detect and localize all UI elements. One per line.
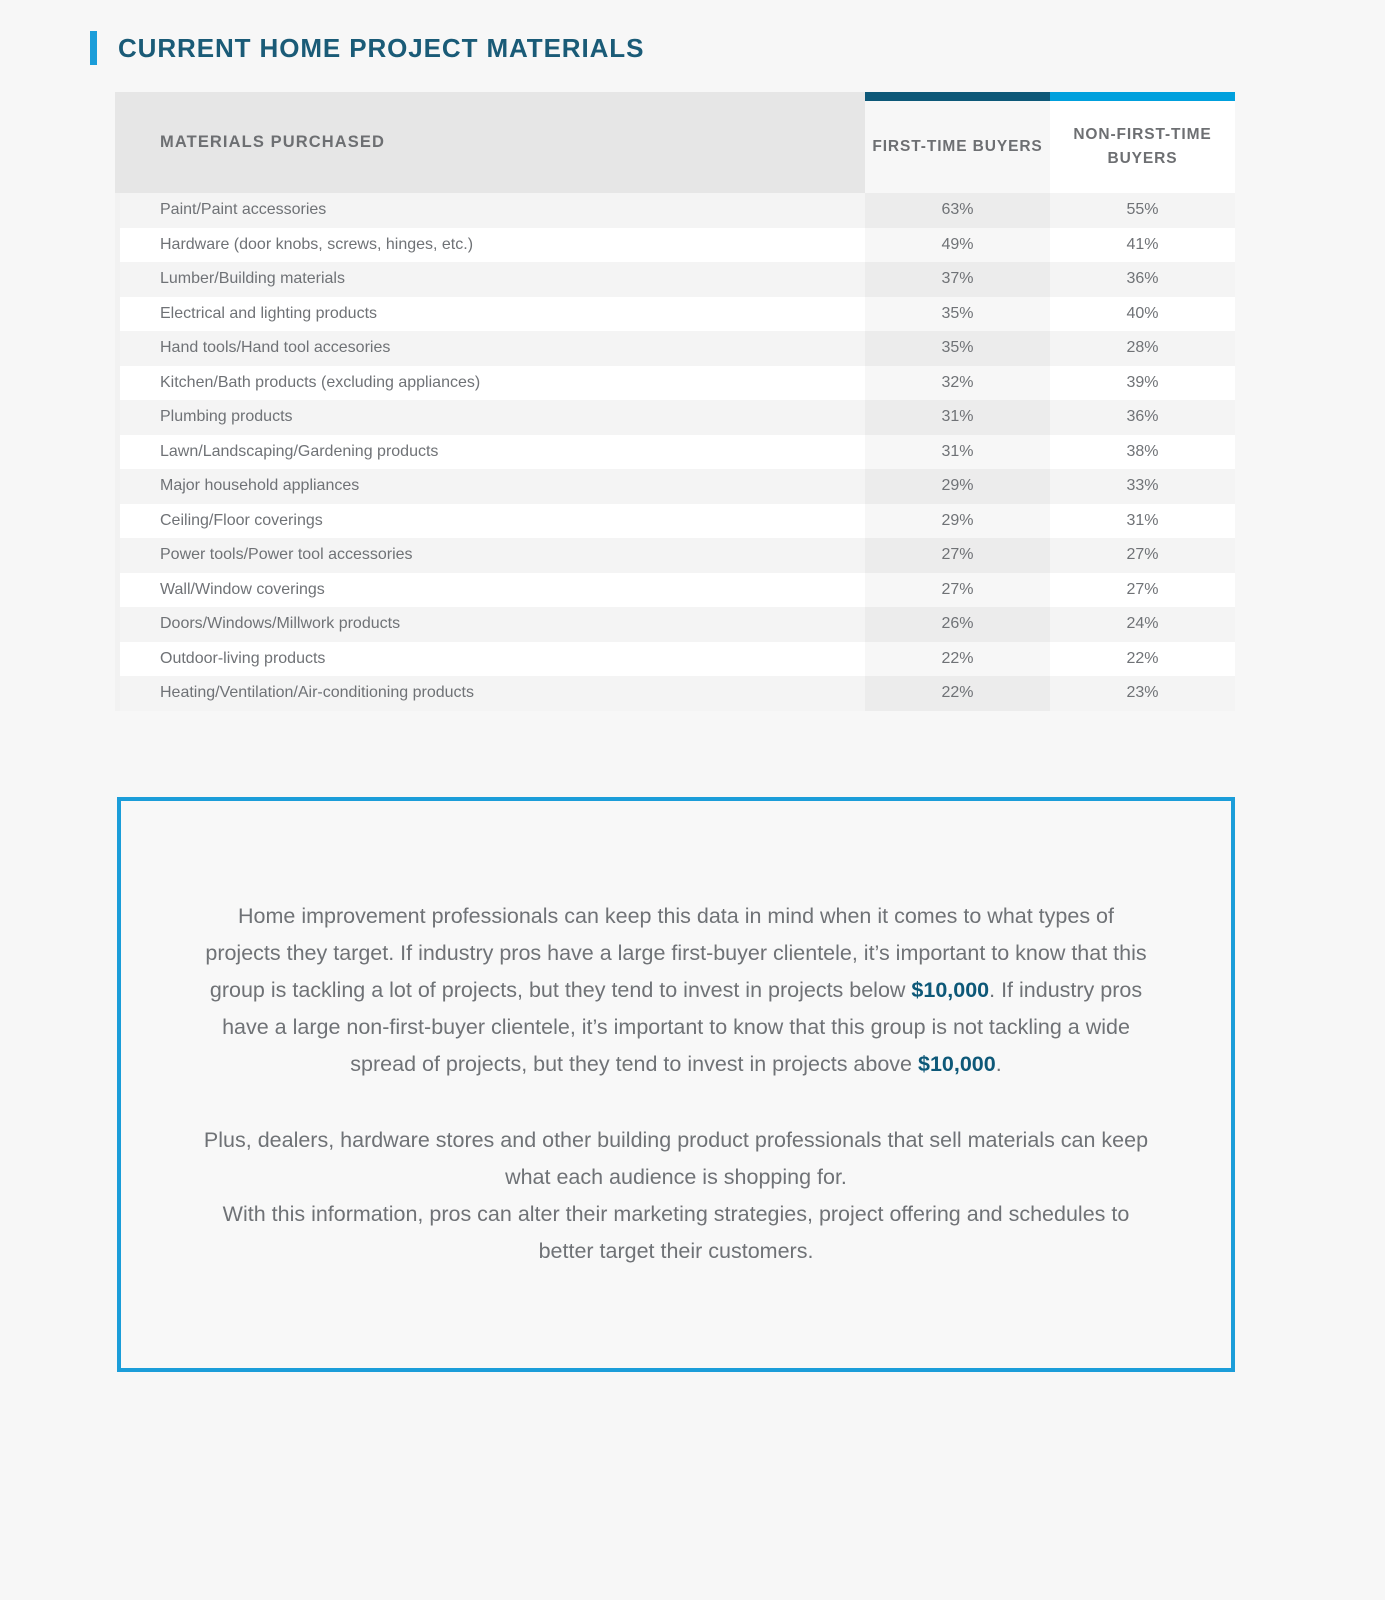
cell-first-time-buyers-value: 32% [865, 366, 1050, 401]
callout-text-part-2: . If industry pros have a large non-first-buyer clientele, it’s important to know that this group is not tackling a wide spread of projects, but they tend to invest in projects above [222, 977, 1143, 1076]
cell-first-time-buyers-value: 27% [865, 538, 1050, 573]
cell-non-first-time-buyers-value: 31% [1050, 504, 1235, 539]
callout-paragraph-1 [199, 898, 1154, 1083]
cell-material-name: Plumbing products [160, 408, 293, 426]
table-row [115, 607, 1235, 642]
table-row [115, 366, 1235, 401]
cell-first-time-buyers-value: 31% [865, 435, 1050, 470]
column-header-non-first-time-buyers [1050, 92, 1235, 193]
column-header-non-first-time-buyers-label: NON-FIRST-TIME BUYERS [1073, 126, 1212, 167]
cell-non-first-time-buyers-value: 28% [1050, 331, 1235, 366]
callout-text-part-1: Home improvement professionals can keep this data in mind when it comes to what types of projects they target. If industry pros have a large first-buyer clientele, it’s important to know that this group is tackling a lot of projects, but they tend to invest in projects below [205, 903, 1147, 1002]
column-header-materials [115, 92, 865, 193]
cell-first-time-buyers-value: 22% [865, 642, 1050, 677]
first-time-buyers-cap-bar [865, 92, 1050, 101]
callout-amount-2: $10,000 [918, 1051, 996, 1076]
cell-non-first-time-buyers-value: 36% [1050, 400, 1235, 435]
cell-non-first-time-buyers-value: 40% [1050, 297, 1235, 332]
cell-non-first-time-buyers-value: 39% [1050, 366, 1235, 401]
callout-paragraph-3: With this information, pros can alter their marketing strategies, project offering and schedules to better target their customers. [222, 1202, 1130, 1264]
table-row [115, 262, 1235, 297]
column-header-materials-label: MATERIALS PURCHASED [160, 133, 386, 151]
callout-paragraph-2: Plus, dealers, hardware stores and other building product professionals that sell materials can keep what each audience is shopping for. [203, 1128, 1149, 1190]
cell-material-name: Hardware (door knobs, screws, hinges, etc.) [160, 235, 474, 253]
cell-first-time-buyers-value: 37% [865, 262, 1050, 297]
cell-non-first-time-buyers-value: 24% [1050, 607, 1235, 642]
cell-first-time-buyers-value: 22% [865, 676, 1050, 711]
cell-non-first-time-buyers-value: 23% [1050, 676, 1235, 711]
cell-material-name: Ceiling/Floor coverings [160, 511, 323, 529]
cell-material-name: Lumber/Building materials [160, 270, 345, 288]
table-row [115, 573, 1235, 608]
cell-first-time-buyers-value: 63% [865, 193, 1050, 228]
cell-non-first-time-buyers-value: 38% [1050, 435, 1235, 470]
table-row [115, 504, 1235, 539]
table-row [115, 228, 1235, 263]
title-accent-bar [90, 31, 97, 65]
table-row [115, 297, 1235, 332]
page-title: CURRENT HOME PROJECT MATERIALS [118, 32, 645, 63]
column-header-first-time-buyers [865, 92, 1050, 193]
cell-first-time-buyers-value: 29% [865, 504, 1050, 539]
table-header-row [115, 92, 1235, 193]
cell-first-time-buyers-value: 29% [865, 469, 1050, 504]
table-row [115, 676, 1235, 711]
cell-first-time-buyers-value: 35% [865, 297, 1050, 332]
cell-material-name: Paint/Paint accessories [160, 201, 327, 219]
cell-non-first-time-buyers-value: 36% [1050, 262, 1235, 297]
table-row [115, 331, 1235, 366]
callout-text-part-3: . [995, 1051, 1002, 1076]
table-row [115, 469, 1235, 504]
callout-amount-1: $10,000 [911, 977, 990, 1002]
cell-non-first-time-buyers-value: 27% [1050, 573, 1235, 608]
cell-first-time-buyers-value: 31% [865, 400, 1050, 435]
table-row [115, 400, 1235, 435]
cell-material-name: Outdoor-living products [160, 649, 326, 667]
cell-non-first-time-buyers-value: 22% [1050, 642, 1235, 677]
cell-material-name: Doors/Windows/Millwork products [160, 615, 401, 633]
cell-first-time-buyers-value: 27% [865, 573, 1050, 608]
insight-callout-box [117, 797, 1235, 1372]
cell-material-name: Electrical and lighting products [160, 304, 378, 322]
cell-material-name: Kitchen/Bath products (excluding appliances) [160, 373, 481, 391]
cell-material-name: Lawn/Landscaping/Gardening products [160, 442, 439, 460]
cell-material-name: Major household appliances [160, 477, 360, 495]
cell-non-first-time-buyers-value: 27% [1050, 538, 1235, 573]
cell-non-first-time-buyers-value: 33% [1050, 469, 1235, 504]
cell-non-first-time-buyers-value: 55% [1050, 193, 1235, 228]
cell-material-name: Heating/Ventilation/Air-conditioning products [160, 684, 474, 702]
cell-material-name: Hand tools/Hand tool accesories [160, 339, 391, 357]
page-title-row [0, 0, 1385, 63]
table-body [115, 193, 1235, 711]
materials-table [115, 92, 1235, 711]
cell-non-first-time-buyers-value: 41% [1050, 228, 1235, 263]
column-header-first-time-buyers-label: FIRST-TIME BUYERS [872, 137, 1043, 155]
cell-first-time-buyers-value: 35% [865, 331, 1050, 366]
cell-first-time-buyers-value: 26% [865, 607, 1050, 642]
table-row [115, 538, 1235, 573]
table-row [115, 642, 1235, 677]
table-row [115, 193, 1235, 228]
cell-material-name: Wall/Window coverings [160, 580, 325, 598]
cell-first-time-buyers-value: 49% [865, 228, 1050, 263]
cell-material-name: Power tools/Power tool accessories [160, 546, 413, 564]
non-first-time-buyers-cap-bar [1050, 92, 1235, 101]
table-row [115, 435, 1235, 470]
